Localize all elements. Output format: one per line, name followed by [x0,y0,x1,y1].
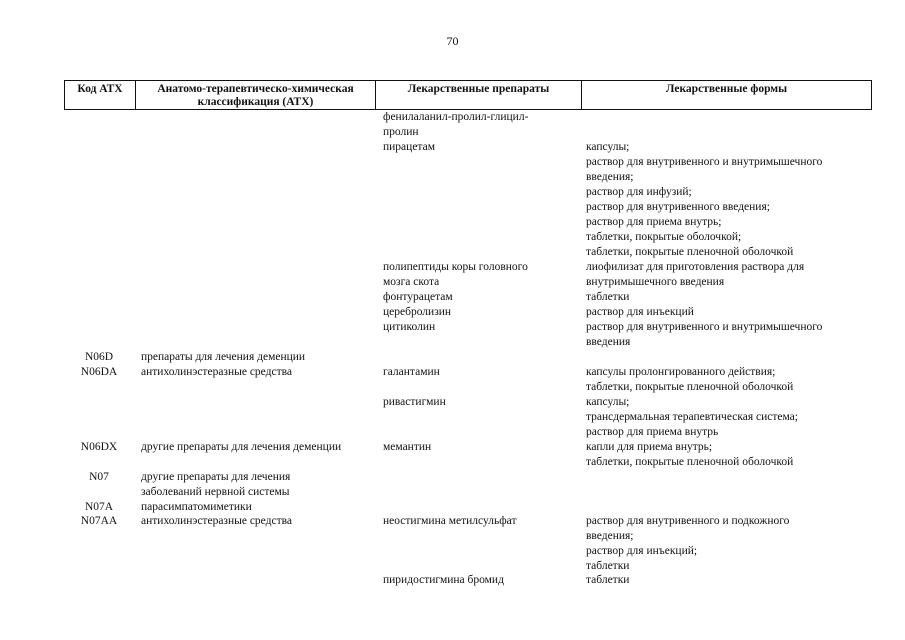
header-code-label: Код АТХ [77,83,123,95]
dosage-form: таблетки [586,574,630,586]
header-drugs [375,81,581,109]
drug-name: церебролизин [383,306,452,318]
dosage-form: раствор для инфузий; [586,186,692,198]
dosage-form: таблетки, покрытые пленочной оболочкой [586,456,794,468]
table-header [64,80,872,110]
atc-classification: другие препараты для лечения деменции [141,441,342,453]
dosage-form: таблетки, покрытые пленочной оболочкой [586,246,794,258]
header-code [65,81,135,109]
dosage-form: таблетки [586,560,630,572]
drug-name: мемантин [383,441,432,453]
dosage-form: раствор для внутривенного и внутримышечного [586,321,823,333]
dosage-form: раствор для инъекций [586,306,694,318]
drug-name: пиридостигмина бромид [383,574,504,586]
atc-code: N06DA [80,366,118,378]
header-forms-label: Лекарственные формы [665,83,788,95]
dosage-form: введения; [586,530,634,542]
dosage-form: капли для приема внутрь; [586,441,713,453]
drug-name: мозга скота [383,276,440,288]
dosage-form: капсулы; [586,141,630,153]
dosage-form: раствор для приема внутрь; [586,216,722,228]
atc-classification: парасимпатомиметики [141,501,252,513]
header-drugs-label: Лекарственные препараты [407,83,550,95]
atc-classification: заболеваний нервной системы [141,486,290,498]
atc-classification: антихолинэстеразные средства [141,366,292,378]
dosage-form: введения [586,336,631,348]
drug-name: галантамин [383,366,440,378]
dosage-form: капсулы пролонгированного действия; [586,366,776,378]
drug-name: фонтурацетам [383,291,453,303]
atc-code: N06D [84,351,114,363]
atc-code: N07AA [80,515,118,527]
dosage-form: введения; [586,171,634,183]
atc-classification: препараты для лечения деменции [141,351,306,363]
dosage-form: трансдермальная терапевтическая система; [586,411,798,423]
atc-code: N07 [89,471,109,483]
drug-name: цитиколин [383,321,436,333]
drug-name: фенилаланил-пролил-глицил- [383,111,529,123]
header-classification [135,81,375,109]
dosage-form: таблетки, покрытые оболочкой; [586,231,742,243]
drug-name: неостигмина метилсульфат [383,515,517,527]
dosage-form: раствор для внутривенного и подкожного [586,515,790,527]
header-classification-line2: классификация (АТХ) [197,96,314,108]
drug-name: полипептиды коры головного [383,261,528,273]
dosage-form: лиофилизат для приготовления раствора для [586,261,805,273]
dosage-form: капсулы; [586,396,630,408]
atc-classification: другие препараты для лечения [141,471,291,483]
atc-code: N06DX [80,441,118,453]
page-number: 70 [446,34,459,48]
dosage-form: таблетки [586,291,630,303]
drug-name: пирацетам [383,141,435,153]
drug-name: ривастигмин [383,396,446,408]
dosage-form: раствор для инъекций; [586,545,698,557]
dosage-form: таблетки, покрытые пленочной оболочкой [586,381,794,393]
drug-name: пролин [383,126,419,138]
header-forms [581,81,871,109]
dosage-form: раствор для приема внутрь [586,426,719,438]
dosage-form: раствор для внутривенного и внутримышечного [586,156,823,168]
header-classification-line1: Анатомо-терапевтическо-химическая [157,83,354,95]
atc-classification: антихолинэстеразные средства [141,515,292,527]
dosage-form: внутримышечного введения [586,276,725,288]
dosage-form: раствор для внутривенного введения; [586,201,770,213]
atc-code: N07A [84,501,114,513]
